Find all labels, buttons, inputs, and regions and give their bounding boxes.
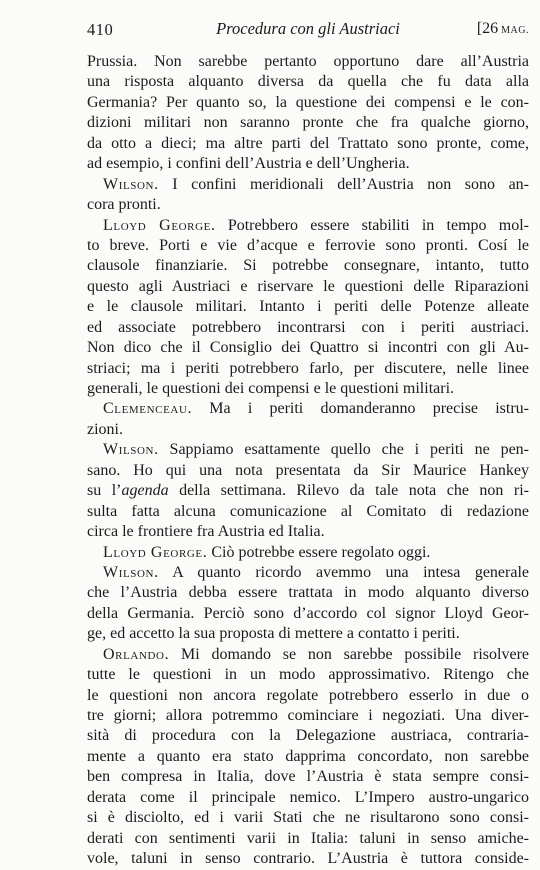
speaker-name: Wilson. — [103, 563, 159, 581]
line-text: mente a quanto era stato dapprima concordato, non sarebbe — [87, 747, 529, 765]
text-line — [87, 113, 529, 133]
line-text: che l’Austria debba essere trattata in modo alquanto diverso — [87, 584, 529, 602]
text-line — [87, 604, 529, 624]
line-text: Ma i periti domanderanno precise istru- — [192, 400, 529, 418]
text-line — [87, 93, 529, 113]
date-day: 26 — [482, 20, 499, 37]
text-line — [87, 399, 529, 419]
text-body — [87, 52, 529, 870]
line-text: derata come il principale nemico. L’Impero austro-ungarico — [87, 788, 529, 806]
line-text: una risposta alquanto diversa da quella che fu data alla — [87, 73, 529, 91]
text-line — [87, 256, 529, 276]
line-text: zioni. — [87, 420, 123, 438]
text-line — [87, 175, 529, 195]
text-line — [87, 767, 529, 787]
line-text-pre: su l’ — [87, 482, 122, 500]
text-line — [87, 645, 529, 665]
text-line — [87, 277, 529, 297]
text-line — [87, 747, 529, 767]
text-line — [87, 522, 529, 542]
text-line — [87, 359, 529, 379]
line-text: I confini meridionali dell’Austria non sono an- — [158, 175, 529, 193]
speaker-name: Orlando. — [103, 645, 170, 663]
line-text: to breve. Porti e vie d’acque e ferrovie sono pronti. Cosí le — [87, 236, 529, 254]
line-text: Potrebbero essere stabiliti in tempo mol- — [215, 216, 529, 234]
header-date — [477, 20, 529, 38]
text-line — [87, 134, 529, 154]
line-text: Sappiamo esattamente quello che i periti ne pen- — [158, 441, 529, 459]
text-line — [87, 808, 529, 828]
line-text: Non dico che il Consiglio dei Quattro si incontri con gli Au- — [87, 339, 529, 357]
text-line — [87, 461, 529, 481]
date-month: MAG. — [498, 25, 529, 36]
speaker-name: Lloyd George. — [103, 216, 216, 234]
line-text: Ciò potrebbe essere regolato oggi. — [207, 543, 431, 561]
text-line — [87, 686, 529, 706]
text-line — [87, 502, 529, 522]
line-text: si è disciolto, ed i varii Stati che ne risultarono sono consi- — [87, 809, 529, 827]
speaker-name: Wilson. — [103, 441, 159, 459]
line-text: tre giorni; allora potremmo cominciare i negoziati. Una diver- — [87, 707, 529, 724]
line-text: A quanto ricordo avemmo una intesa generale — [158, 563, 529, 581]
line-text: striaci; ma i periti potrebbero farlo, per discutere, nelle linee — [87, 359, 529, 377]
line-text: ad esempio, i confini dell’Austria e dell’Ungheria. — [87, 155, 410, 173]
text-line — [87, 583, 529, 603]
line-text: generali, le questioni dei compensi e le questioni militari. — [87, 380, 455, 397]
date-bracket: [ — [476, 20, 483, 37]
speaker-name: Clemenceau. — [103, 400, 193, 418]
page-number: 410 — [87, 20, 114, 39]
line-text: e le clausole militari. Intanto i periti delle Potenze alleate — [87, 298, 529, 316]
line-text: sano. Ho qui una nota presentata da Sir Maurice Hankey — [87, 461, 529, 479]
text-line — [87, 52, 529, 72]
line-text: Germania? Per quanto so, la questione dei compensi e le con- — [87, 93, 529, 111]
line-text: ben compresa in Italia, dove l’Austria è stata sempre consi- — [87, 768, 529, 786]
text-line — [87, 216, 529, 236]
line-text: ed associate potrebbero incontrarsi con i periti austriaci. — [87, 318, 529, 336]
line-text: cora pronti. — [87, 196, 161, 214]
line-text: da otto a dieci; ma altre parti del Trattato sono pronte, come, — [87, 134, 529, 152]
line-text: vole, taluni in senso contrario. L’Austria è tuttora conside- — [87, 850, 529, 868]
italic-term: agenda — [121, 482, 169, 500]
line-text: sulta fatta alcuna comunicazione al Comitato di redazione — [87, 502, 529, 520]
text-line — [87, 624, 529, 644]
text-line — [87, 665, 529, 685]
text-line — [87, 297, 529, 317]
line-text: questo agli Austriaci e riservare le questioni delle Riparazioni — [87, 277, 529, 295]
running-header — [87, 14, 529, 44]
text-line — [87, 236, 529, 256]
text-line — [87, 481, 529, 501]
text-line — [87, 563, 529, 583]
text-line — [87, 420, 529, 440]
text-line — [87, 318, 529, 338]
text-line — [87, 726, 529, 746]
line-text: le questioni non ancora regolate potrebbero esserlo in due o — [87, 686, 529, 704]
line-text: clausole finanziarie. Si potrebbe consegnare, intanto, tutto — [87, 257, 529, 275]
text-line — [87, 849, 529, 869]
line-text: sità di procedura con la Delegazione austriaca, contraria- — [87, 727, 529, 745]
text-line — [87, 72, 529, 92]
speaker-name: Wilson. — [103, 175, 159, 193]
text-line — [87, 379, 529, 399]
line-text: della Germania. Perciò sono d’accordo col signor Lloyd Geor- — [87, 604, 529, 622]
text-line — [87, 440, 529, 460]
text-line — [87, 195, 529, 215]
speaker-name: Lloyd George. — [103, 543, 208, 561]
text-line — [87, 788, 529, 808]
line-text: ge, ed accetto la sua proposta di mettere a contatto i periti. — [87, 625, 460, 643]
text-line — [87, 543, 529, 563]
line-text: dizioni militari non saranno pronte che fra qualche giorno, — [87, 114, 529, 132]
line-text: derati con sentimenti varii in Italia: taluni in senso amiche- — [87, 829, 529, 847]
line-text: Mi domando se non sarebbe possibile risolvere — [169, 645, 529, 663]
line-text: Prussia. Non sarebbe pertanto opportuno dare all’Austria — [87, 53, 529, 70]
running-title: Procedura con gli Austriaci — [216, 19, 400, 38]
text-line — [87, 338, 529, 358]
text-line — [87, 829, 529, 849]
line-text: tutte le questioni in un modo approssimativo. Ritengo che — [87, 666, 529, 684]
line-text: circa le frontiere fra Austria ed Italia. — [87, 523, 325, 541]
text-line — [87, 706, 529, 726]
line-text: della settimana. Rilevo da tale nota che non ri- — [168, 482, 529, 500]
text-line — [87, 154, 529, 174]
